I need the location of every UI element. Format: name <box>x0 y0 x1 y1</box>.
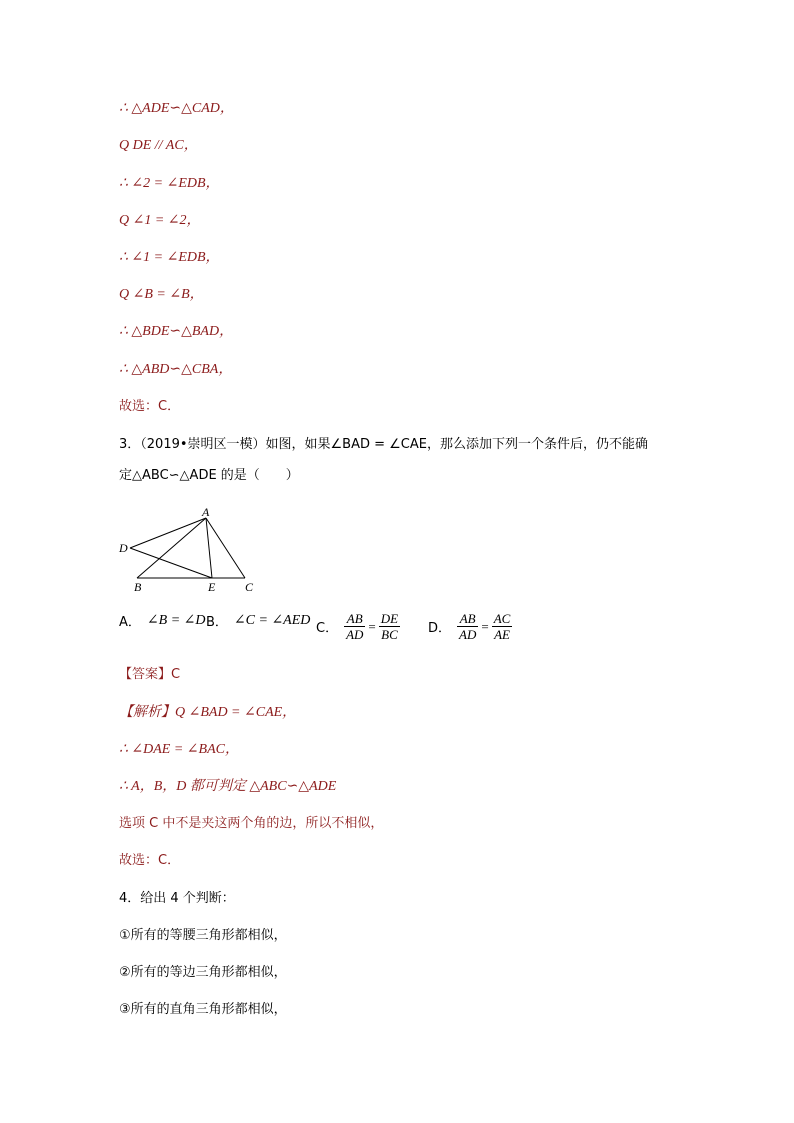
question-4-title: 4．给出 4 个判断： <box>119 891 235 906</box>
proof-line-8: ∴ △ABD∽△CBA， <box>119 362 233 377</box>
option-c-label: C． <box>316 621 339 636</box>
proof-line-4: Q ∠1 = ∠2， <box>119 213 201 228</box>
analysis-line-3: ∴ A，B，D 都可判定 △ABC∽△ADE <box>119 779 337 794</box>
option-d-label: D． <box>428 621 452 636</box>
option-c-fraction-1: $\frac{AB}{AD}$ <box>346 611 364 642</box>
proof-line-2: Q DE // AC， <box>119 138 198 153</box>
segment-AB <box>137 518 206 578</box>
option-d <box>428 611 512 642</box>
option-b-text: ∠C = ∠AED <box>233 613 311 628</box>
option-b <box>206 611 310 630</box>
question-4-item-2: ②所有的等边三角形都相似， <box>119 965 287 980</box>
option-c-equals: = <box>368 618 376 634</box>
option-d-fraction-1: $\frac{AB}{AD}$ <box>459 611 477 642</box>
option-a-label: A． <box>119 615 141 630</box>
option-a <box>119 611 205 630</box>
proof-line-1: ∴ △ADE∽△CAD， <box>119 101 234 116</box>
answer-line <box>119 666 180 684</box>
question-4-item-1: ①所有的等腰三角形都相似， <box>119 928 287 943</box>
segment-AC <box>206 518 245 578</box>
answer-value: C <box>171 667 181 682</box>
proof-line-5: ∴ ∠1 = ∠EDB， <box>119 250 220 265</box>
option-d-equals: = <box>481 618 489 634</box>
label-E: E <box>208 580 216 594</box>
triangle-figure <box>115 505 265 595</box>
option-a-text: ∠B = ∠D <box>146 613 206 628</box>
label-D: D <box>119 541 128 555</box>
question-3-line-2: 定△ABC∽△ADE 的是（ ） <box>119 468 299 483</box>
analysis-line-2: ∴ ∠DAE = ∠BAC， <box>119 742 239 757</box>
label-B: B <box>134 580 142 594</box>
analysis-line-4: 选项 C 中不是夹这两个角的边，所以不相似， <box>119 816 384 831</box>
option-c-fraction-2: $\frac{DE}{BC}$ <box>380 611 399 642</box>
question-3-line-1: 3．（2019•崇明区一模）如图，如果∠BAD = ∠CAE，那么添加下列一个条件后，仍不能确 <box>119 437 648 452</box>
analysis-line-5: 故选：C． <box>119 853 181 868</box>
analysis-line-1: 【解析】Q ∠BAD = ∠CAE， <box>119 705 297 720</box>
label-A: A <box>202 505 210 519</box>
segment-AD <box>130 518 206 548</box>
option-d-fraction-2: $\frac{AC}{AE}$ <box>493 611 511 642</box>
proof-conclusion: 故选：C． <box>119 399 181 414</box>
proof-line-3: ∴ ∠2 = ∠EDB， <box>119 176 220 191</box>
answer-tag: 【答案】 <box>119 667 172 682</box>
question-4-item-3: ③所有的直角三角形都相似， <box>119 1002 287 1017</box>
proof-line-6: Q ∠B = ∠B， <box>119 287 204 302</box>
proof-line-7: ∴ △BDE∽△BAD， <box>119 324 234 339</box>
label-C: C <box>245 580 254 594</box>
option-c <box>316 611 400 642</box>
option-b-label: B． <box>206 615 228 630</box>
segment-AE <box>206 518 212 578</box>
